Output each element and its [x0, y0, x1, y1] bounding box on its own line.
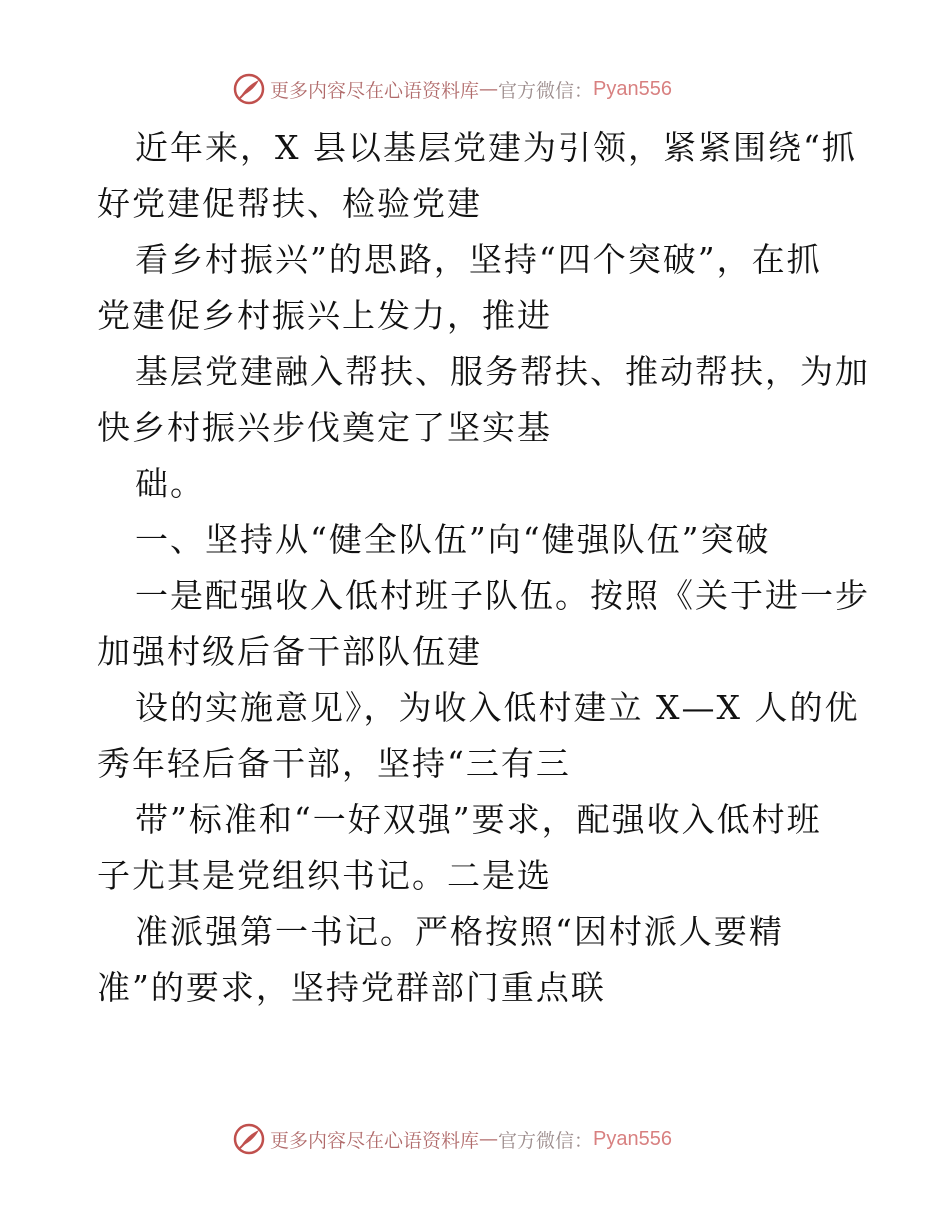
watermark-wechat-id: Pyan556	[593, 1127, 672, 1150]
text-line: 一是配强收入低村班子队伍。按照《关于进一步	[135, 576, 870, 615]
text-line: 党建促乡村振兴上发力，推进	[97, 296, 552, 335]
text-line: 础。	[135, 464, 205, 503]
footer-watermark	[232, 1122, 672, 1156]
text-line: 准”的要求，坚持党群部门重点联	[97, 968, 606, 1007]
text-line: 看乡村振兴”的思路，坚持“四个突破”，在抓	[135, 240, 822, 279]
text-line: 好党建促帮扶、检验党建	[97, 184, 482, 223]
text-line: 近年来，X 县以基层党建为引领，紧紧围绕“抓	[135, 128, 857, 167]
text-line: 设的实施意见》，为收入低村建立 X—X 人的优	[135, 688, 860, 727]
watermark-official-label: 官方微信：	[498, 1129, 594, 1152]
text-line: 加强村级后备干部队伍建	[97, 632, 482, 671]
watermark-site-text: 更多内容尽在心语资料库	[270, 79, 480, 102]
feather-logo-icon	[232, 72, 266, 106]
text-line: 基层党建融入帮扶、服务帮扶、推动帮扶，为加	[135, 352, 870, 391]
watermark-official-label: 官方微信：	[498, 79, 594, 102]
feather-logo-icon	[232, 1122, 266, 1156]
text-line: 快乡村振兴步伐奠定了坚实基	[97, 408, 552, 447]
section-heading: 一、坚持从“健全队伍”向“健强队伍”突破	[135, 520, 771, 559]
text-line: 子尤其是党组织书记。二是选	[97, 856, 552, 895]
watermark-site-text: 更多内容尽在心语资料库	[270, 1129, 480, 1152]
watermark-wechat-id: Pyan556	[593, 77, 672, 100]
text-line: 准派强第一书记。严格按照“因村派人要精	[135, 912, 784, 951]
watermark-dash: —	[479, 1128, 499, 1150]
header-watermark	[232, 72, 672, 106]
text-line: 秀年轻后备干部，坚持“三有三	[97, 744, 571, 783]
document-body	[97, 120, 870, 1016]
watermark-dash: —	[479, 78, 499, 100]
text-line: 带”标准和“一好双强”要求，配强收入低村班	[135, 800, 822, 839]
